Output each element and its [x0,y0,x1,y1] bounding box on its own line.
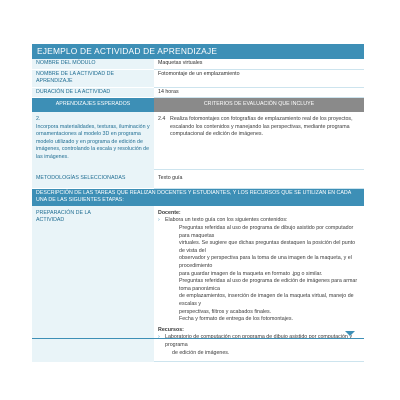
page-title: EJEMPLO DE ACTIVIDAD DE APRENDIZAJE [32,44,364,59]
row-label: NOMBRE DE LA ACTIVIDAD DE APRENDIZAJE [32,69,154,87]
criterio-text: Realiza fotomontajes con fotografías de emplazamiento real de los proyectos, escalando los contenidos y manejando las perspectivas, mediante programa computacional de edición de imágenes. [170,115,353,138]
descripcion-line: DESCRIPCIÓN DE LAS TAREAS QUE REALIZAN DOCENTES Y ESTUDIANTES, Y LOS RECURSOS QUE SE UTILIZAN EN CADA [36,189,352,196]
list-item: programa de edición de imágenes. [158,334,360,357]
descripcion-banner [32,188,364,206]
descripcion-line: UNA DE LAS SIGUIENTES ETAPAS: [36,197,124,204]
aprendizaje-text: Incorpora materialidades, texturas, iluminación y ornamentaciones al modelo 3D en programa modelo utilizado y en programa de edición de imágenes, controlando la escala y resolución de las imágenes. [36,123,150,160]
preparacion-label: PREPARACIÓN DE LA ACTIVIDAD [32,206,154,362]
criterio-number: 2.4 [158,115,166,122]
table-row [32,170,364,189]
column-headers [32,98,364,112]
column-header-aprendizajes: APRENDIZAJES ESPERADOS [32,98,154,112]
column-header-criterios: CRITERIOS DE EVALUACIÓN QUE INCLUYE [154,98,364,112]
metodologias-value: Texto guía [154,170,364,189]
row-value: Fotomontaje de un emplazamiento [154,69,364,87]
criterio-cell [154,112,364,170]
aprendizaje-number: 2. [36,115,41,122]
metodologias-label: METODOLOGÍAS SELECCIONADAS [32,170,154,189]
continue-arrow-icon [345,331,355,336]
table-row [32,87,364,98]
table-row [32,59,364,69]
list-item: › Elabora un texto guía con los siguientes contenidos: Preguntas referidas al uso de programa de dibujo asistido por computador para maquetas virtuales. Se sugiere que dichas preguntas destaquen la posición del punto de vista del observador y perspectiva para la toma de una imagen de la maqueta, y el procedimiento para guardar imagen de la maqueta en formato .jpg o similar. Preguntas referidas al uso de programa de edición de imágenes para armar toma panorámica de emplazamientos, inserción de imagen de la maqueta virtual, manejo de escalas y perspectivas, filtros y acabados finales. Fecha y formato de entrega de los fotomontajes. [158,217,360,323]
table-row [32,69,364,87]
row-value: Maquetas virtuales [154,59,364,69]
row-label: DURACIÓN DE LA ACTIVIDAD [32,87,154,98]
row-label: NOMBRE DEL MÓDULO [32,59,154,69]
table-row [32,112,364,170]
bottom-divider [32,338,364,339]
docente-title: Docente: [158,209,181,216]
aprendizaje-cell [32,112,154,170]
arrow-bullet-icon: › [158,217,160,224]
recursos-title: Recursos: [158,326,184,333]
docente-task-list [158,217,360,323]
task-details: Preguntas referidas al uso de programa de dibujo asistido por computador para maquetas virtuales. Se sugiere que dichas preguntas destaquen la posición del punto de vista del observador y perspectiva para la toma de una imagen de la maqueta, y el procedimiento para guardar imagen de la maqueta en formato .jpg o similar. Preguntas referidas al uso de programa de edición de imágenes para armar toma panorámica de emplazamientos, inserción de imagen de la maqueta virtual, manejo de escalas y perspectivas, filtros y acabados finales. Fecha y formato de entrega de los fotomontajes. [179,225,358,323]
row-value: 14 horas [154,87,364,98]
activity-table [32,59,364,362]
